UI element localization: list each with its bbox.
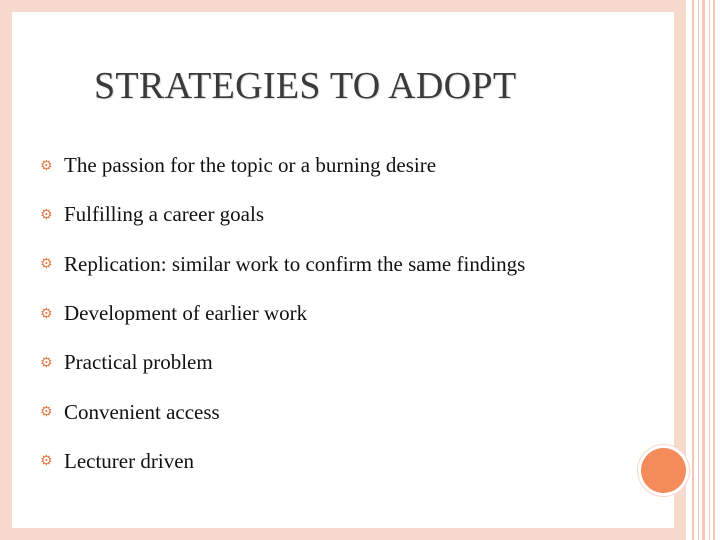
decor-stripe (702, 0, 705, 540)
bullet-item (40, 240, 525, 289)
gear-bullet-icon: ⚙ (40, 453, 53, 470)
bullet-text: Replication: similar work to confirm the same findings (64, 251, 526, 276)
gear-bullet-icon: ⚙ (40, 404, 53, 421)
bullet-item (40, 437, 525, 486)
gear-bullet-icon: ⚙ (40, 354, 53, 371)
bullet-item (40, 387, 525, 436)
bullet-item (40, 190, 525, 239)
frame-bottom-border (0, 528, 686, 540)
decor-stripe (709, 0, 710, 540)
decor-stripe (713, 0, 715, 540)
bullet-text: Convenient access (64, 399, 220, 424)
decor-stripe (692, 0, 694, 540)
bullet-text: Lecturer driven (64, 448, 195, 473)
bullet-item (40, 289, 525, 338)
gear-bullet-icon: ⚙ (40, 256, 53, 273)
bullet-item (40, 338, 525, 387)
bullet-text: Fulfilling a career goals (64, 202, 265, 227)
gear-bullet-icon: ⚙ (40, 305, 53, 322)
decor-circle (641, 448, 686, 493)
bullet-text: Development of earlier work (64, 301, 308, 326)
bullet-text: Practical problem (64, 350, 213, 375)
frame-top-border (0, 0, 686, 12)
decor-stripe (698, 0, 699, 540)
slide-title: STRATEGIES TO ADOPT (94, 65, 517, 107)
gear-bullet-icon: ⚙ (40, 157, 53, 174)
gear-bullet-icon: ⚙ (40, 206, 53, 223)
bullet-list (40, 141, 525, 486)
bullet-item (40, 141, 525, 190)
frame-left-border (0, 0, 12, 540)
bullet-text: The passion for the topic or a burning desire (64, 153, 437, 178)
